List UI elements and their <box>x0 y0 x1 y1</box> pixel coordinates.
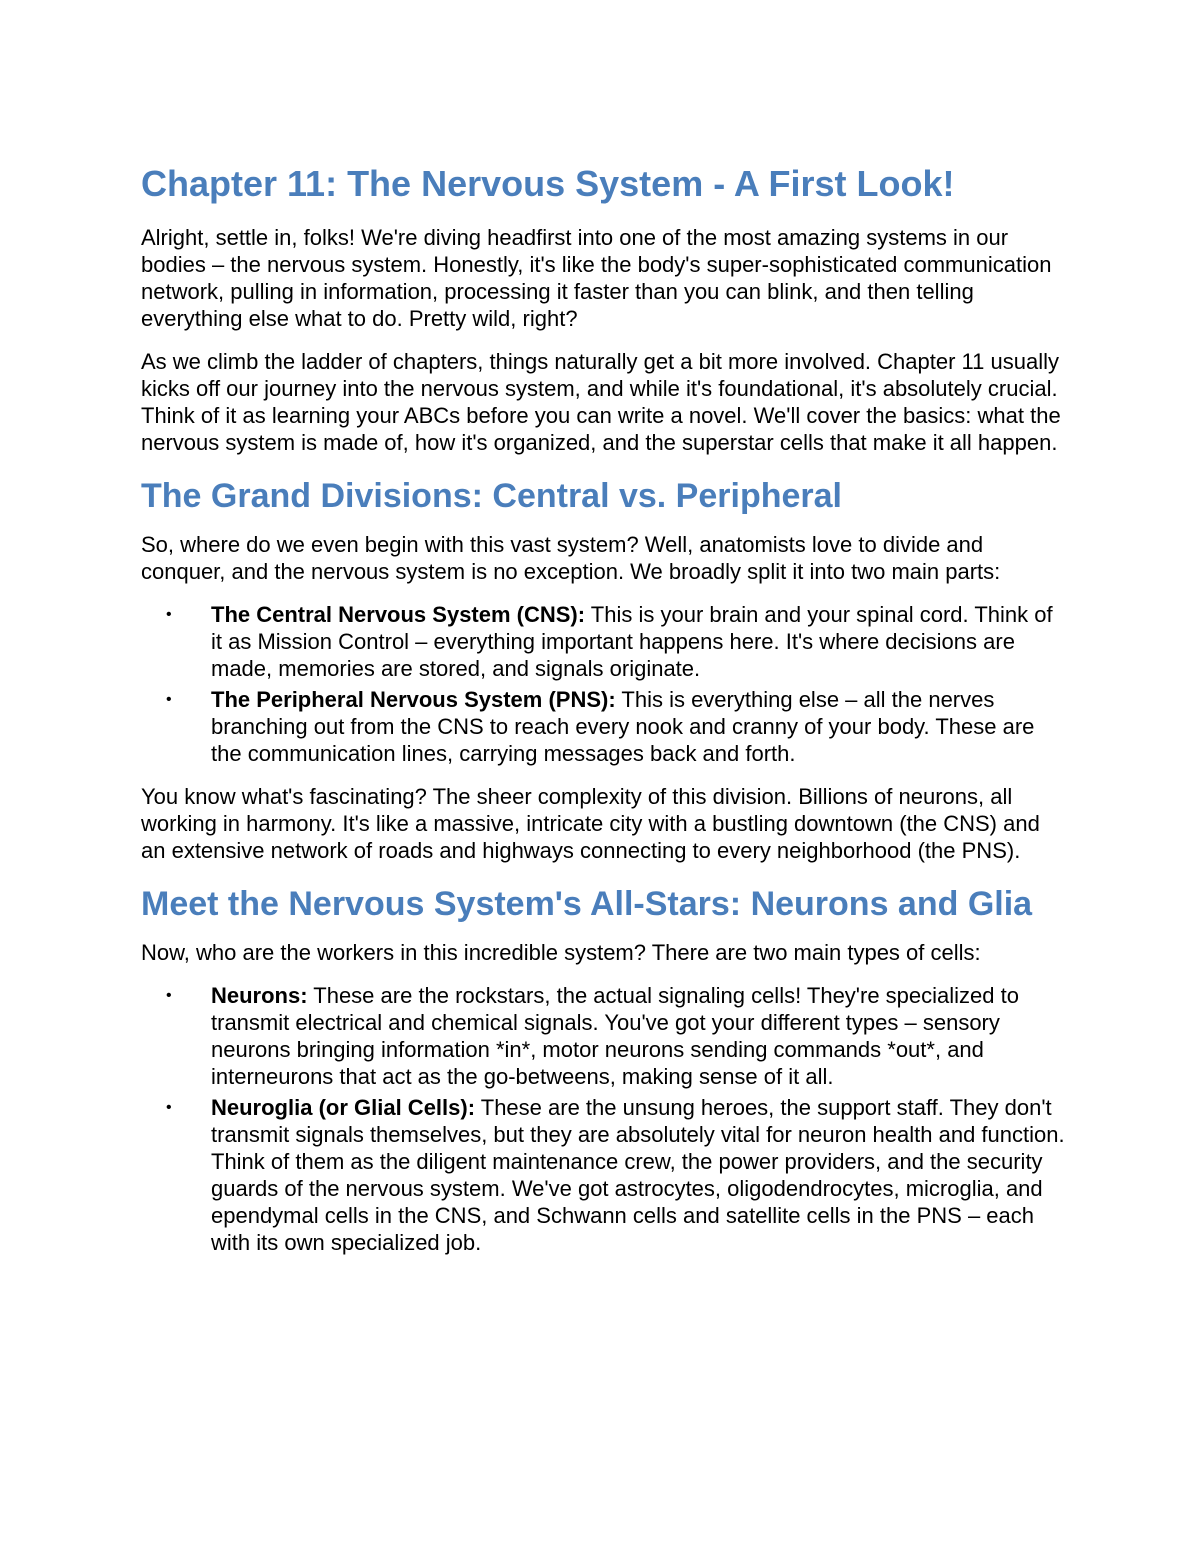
bullet-icon: • <box>166 606 172 623</box>
intro-paragraph-2: As we climb the ladder of chapters, things naturally get a bit more involved. Chapter 11 usually kicks off our journey into the nervous system, and while it's foundational, it's absolutely crucial. Think of it as learning your ABCs before you can write a novel. We'll cover the basics: what the nervous system is made of, how it's organized, and the superstar cells that make it all happen. <box>141 349 1061 455</box>
bullet-icon: • <box>166 1099 172 1116</box>
list-item-term: Neurons: <box>211 983 308 1008</box>
divisions-lead-paragraph: So, where do we even begin with this vast system? Well, anatomists love to divide and conquer, and the nervous system is no exception. We broadly split it into two main parts: <box>141 532 1001 584</box>
section-heading-cells: Meet the Nervous System's All-Stars: Neurons and Glia <box>141 885 1033 923</box>
list-item-text: These are the rockstars, the actual signaling cells! They're specialized to transmit electrical and chemical signals. You've got your different types – sensory neurons bringing information *in*, motor neurons sending commands *out*, and interneurons that act as the go-betweens, making sense of it all. <box>211 983 1019 1089</box>
divisions-closing-paragraph: You know what's fascinating? The sheer complexity of this division. Billions of neurons, all working in harmony. It's like a massive, intricate city with a bustling downtown (the CNS) and an extensive network of roads and highways connecting to every neighborhood (the PNS). <box>141 784 1040 863</box>
list-item-term: The Central Nervous System (CNS): <box>211 602 586 627</box>
list-item-term: The Peripheral Nervous System (PNS): <box>211 687 616 712</box>
list-item-text: This is your brain and your spinal cord. Think of it as Mission Control – everything important happens here. It's where decisions are made, memories are stored, and signals originate. <box>211 602 1053 681</box>
section-heading-divisions: The Grand Divisions: Central vs. Peripheral <box>141 477 842 515</box>
list-item <box>141 982 1066 1090</box>
list-item <box>141 686 1066 767</box>
cells-bullet-list <box>141 982 1066 1256</box>
list-item <box>141 1094 1066 1256</box>
list-item-term: Neuroglia (or Glial Cells): <box>211 1095 476 1120</box>
cells-lead-paragraph: Now, who are the workers in this incredible system? There are two main types of cells: <box>141 940 981 965</box>
document-page <box>141 160 1066 1272</box>
bullet-icon: • <box>166 691 172 708</box>
list-item-text: These are the unsung heroes, the support staff. They don't transmit signals themselves, but they are absolutely vital for neuron health and function. Think of them as the diligent maintenance crew, the power providers, and the security guards of the nervous system. We've got astrocytes, oligodendrocytes, microglia, and ependymal cells in the CNS, and Schwann cells and satellite cells in the PNS – each with its own specialized job. <box>211 1095 1065 1255</box>
list-item <box>141 601 1066 682</box>
bullet-icon: • <box>166 987 172 1004</box>
divisions-bullet-list <box>141 601 1066 767</box>
list-item-text: This is everything else – all the nerves branching out from the CNS to reach every nook and cranny of your body. These are the communication lines, carrying messages back and forth. <box>211 687 1035 766</box>
chapter-title: Chapter 11: The Nervous System - A First Look! <box>141 163 955 204</box>
intro-paragraph-1: Alright, settle in, folks! We're diving headfirst into one of the most amazing systems in our bodies – the nervous system. Honestly, it's like the body's super-sophisticated communication network, pulling in information, processing it faster than you can blink, and then telling everything else what to do. Pretty wild, right? <box>141 225 1052 331</box>
